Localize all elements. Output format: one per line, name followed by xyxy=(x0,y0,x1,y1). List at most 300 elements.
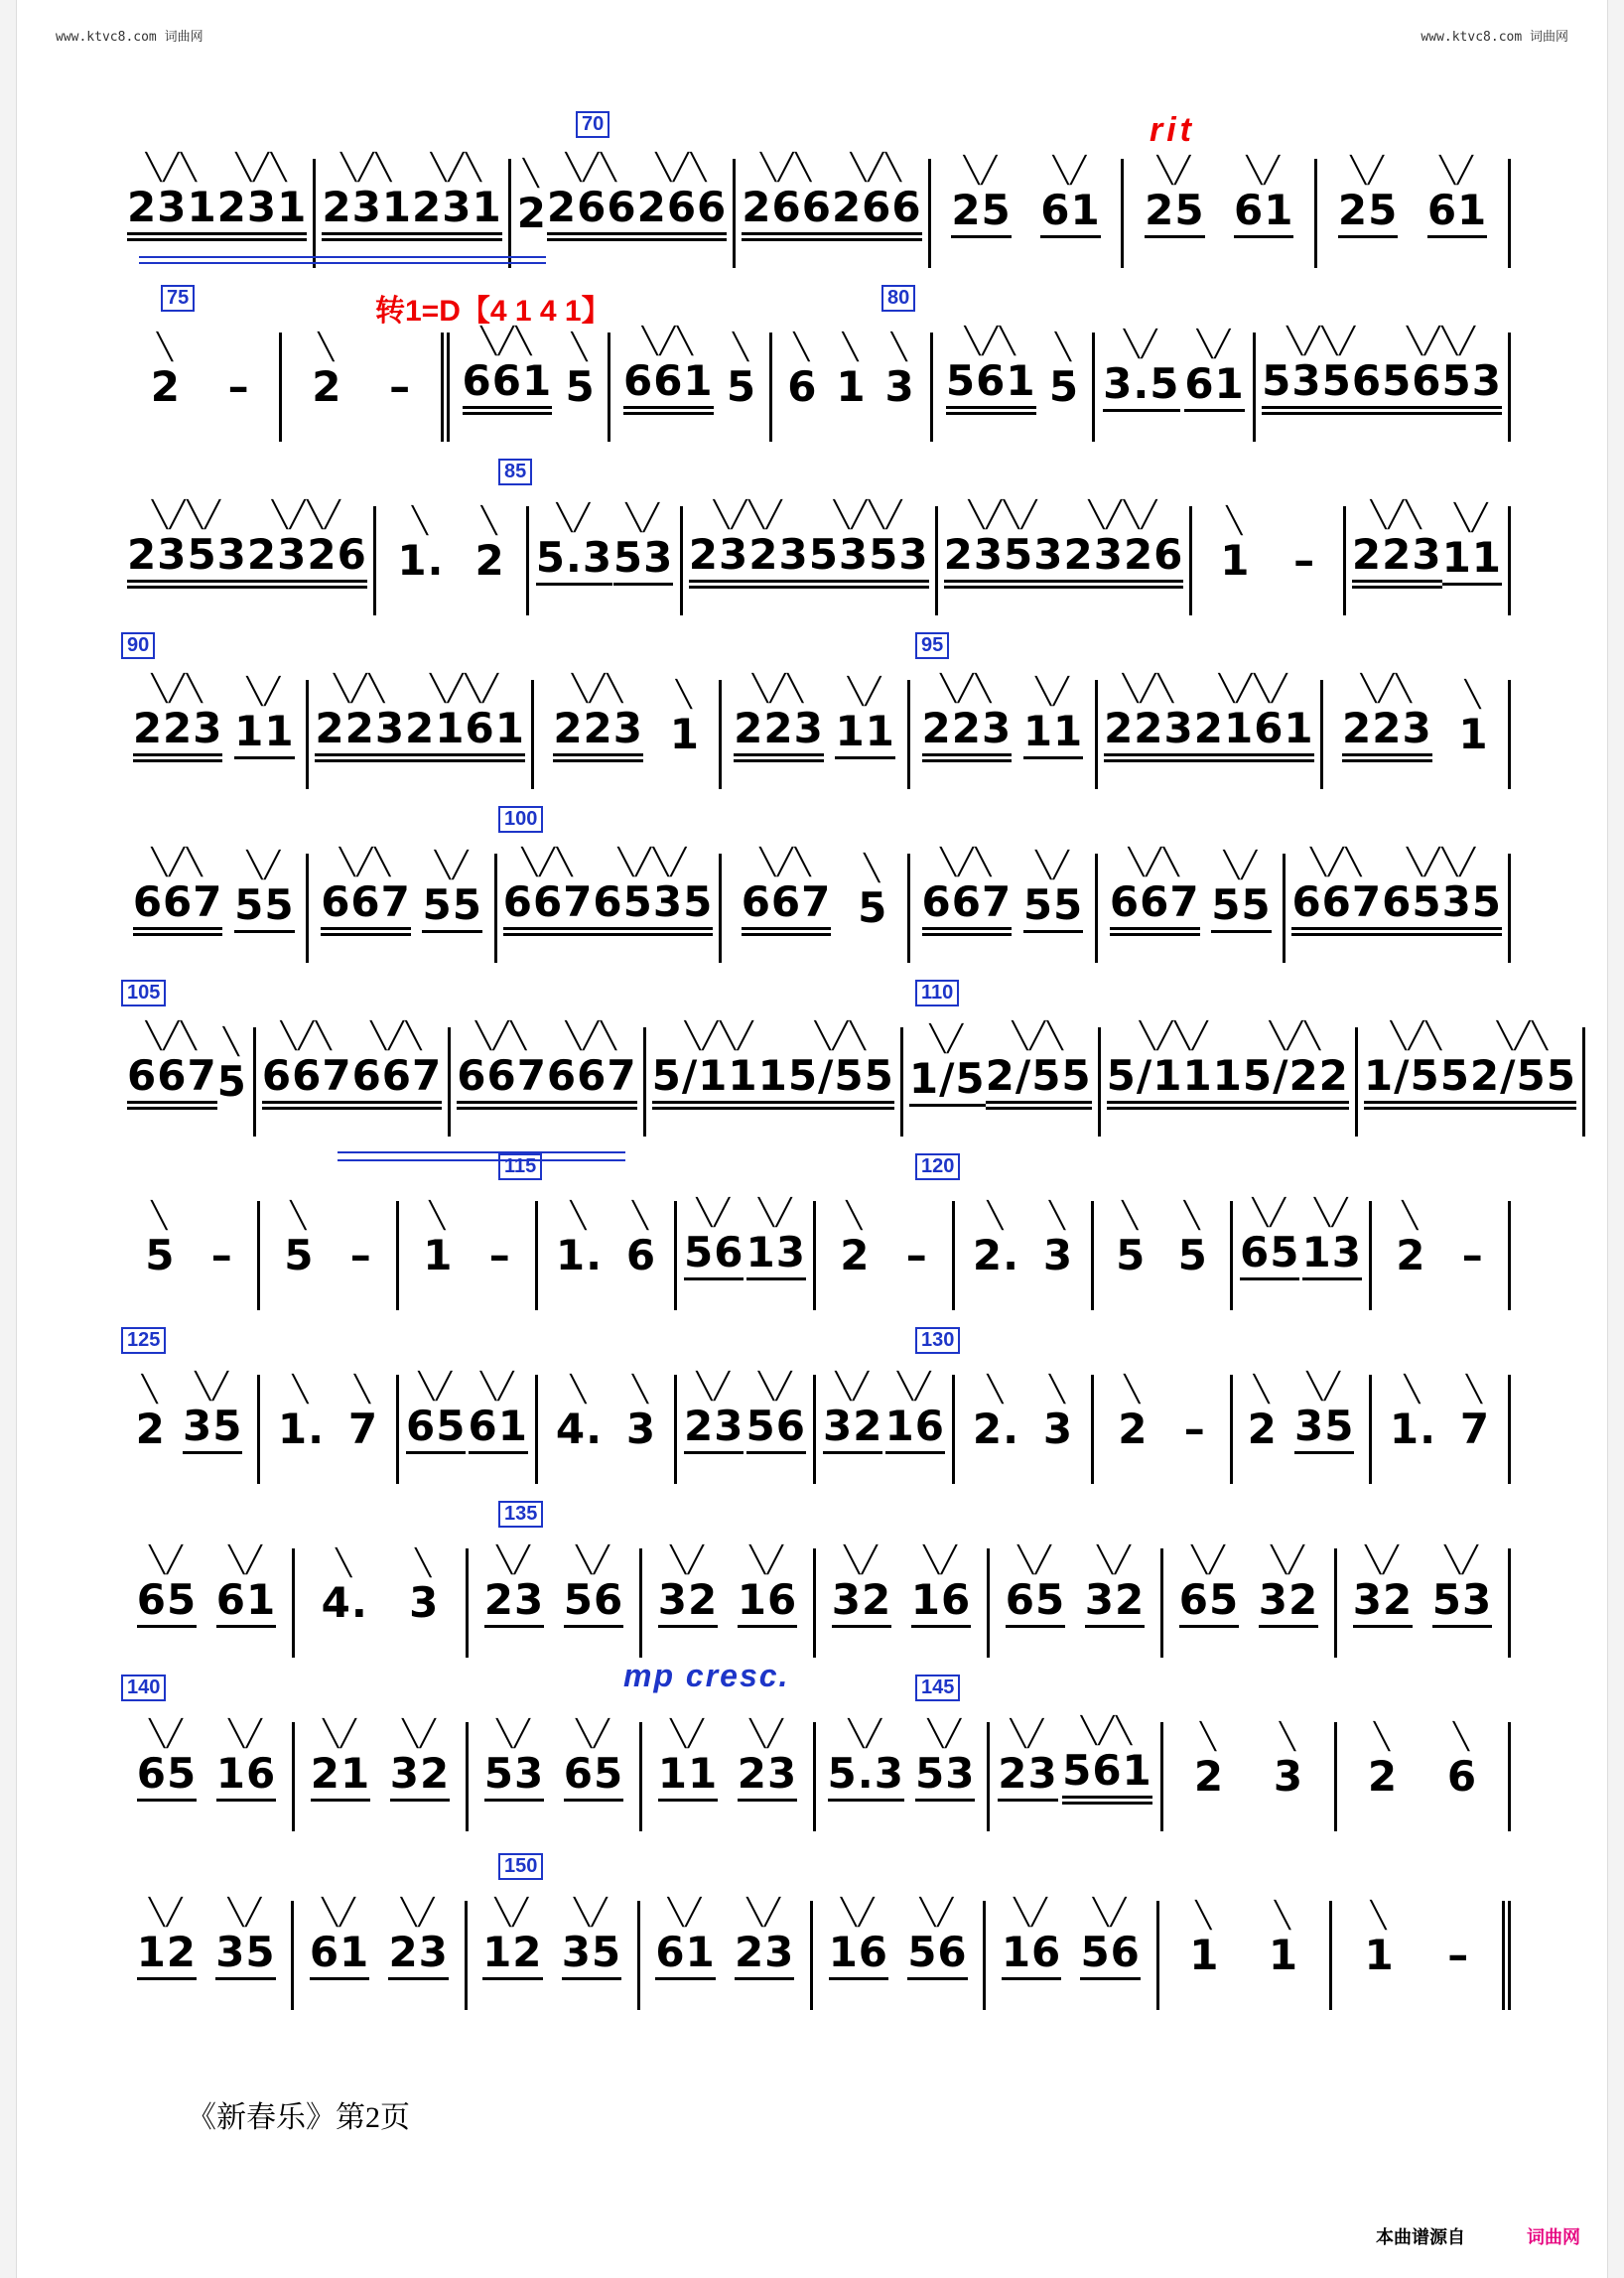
beam-line xyxy=(1291,933,1382,936)
bowing-marks: ╲╱ xyxy=(758,1197,794,1227)
beam-line xyxy=(352,1107,443,1110)
bowing-marks: ╲╱ xyxy=(696,1197,732,1227)
note-digits: 35 xyxy=(215,1928,276,1976)
beam-line xyxy=(735,1977,794,1980)
note-digits: 65 xyxy=(1178,1575,1240,1624)
bowing-marks: ╲ xyxy=(1200,1721,1218,1751)
measure xyxy=(469,1718,642,1831)
measure xyxy=(316,152,510,268)
beam-line xyxy=(738,1625,797,1628)
bowing-marks: ╲ xyxy=(1402,1200,1421,1230)
note-group xyxy=(1240,1197,1300,1280)
beam-line xyxy=(1062,1796,1152,1799)
note-group xyxy=(145,1200,176,1279)
measure xyxy=(309,673,534,789)
note-digits: 23 xyxy=(737,1749,798,1798)
beam-line xyxy=(1342,759,1432,762)
beam-line xyxy=(469,1451,528,1454)
bowing-marks: ╲╱╲╱ xyxy=(1407,847,1477,876)
note-digits: 223 xyxy=(1104,704,1194,752)
measure-row xyxy=(121,499,1511,615)
note-digits: 223 xyxy=(315,704,406,752)
beam-line xyxy=(689,586,809,589)
measure-number: 130 xyxy=(915,1327,960,1354)
beam-line xyxy=(127,238,217,241)
note-digits: 11 xyxy=(1022,707,1084,755)
beam-line xyxy=(127,232,217,235)
bowing-marks: ╲╱╲ xyxy=(814,1020,868,1050)
beam-line xyxy=(637,232,728,235)
bowing-marks: ╲ xyxy=(632,1374,650,1404)
note-digits: 5653 xyxy=(1382,356,1502,405)
bowing-marks: ╲ xyxy=(846,1200,865,1230)
beam-line xyxy=(832,232,922,235)
bowing-marks: ╲╱╲ xyxy=(370,1020,424,1050)
note-group xyxy=(657,1544,719,1628)
note-group xyxy=(1109,847,1200,936)
measure-number: 145 xyxy=(915,1675,960,1701)
beam-line xyxy=(1104,759,1194,762)
beam-line xyxy=(234,756,294,759)
beam-line xyxy=(828,1799,904,1802)
note-group xyxy=(215,1544,277,1628)
note-group xyxy=(215,1718,277,1802)
measure xyxy=(1332,1901,1511,2010)
bowing-marks: ╲╱ xyxy=(1196,329,1233,358)
note-digits: 61 xyxy=(1234,186,1294,234)
header-right-site: www.ktvc8.com 词曲网 xyxy=(1421,30,1568,45)
bowing-marks: ╲╱╲ xyxy=(1360,673,1414,703)
beam-line xyxy=(593,933,713,936)
beam-line xyxy=(1291,927,1382,930)
beam-line xyxy=(1364,1101,1470,1104)
measure-row xyxy=(121,847,1511,963)
bowing-marks: ╲╱╲ xyxy=(151,847,204,876)
note-digits: 2 xyxy=(135,1405,166,1453)
measure xyxy=(309,847,496,963)
beam-line xyxy=(922,927,1013,930)
note-digits: 661 xyxy=(462,356,553,405)
note-digits: 23 xyxy=(684,1402,744,1450)
note-group xyxy=(1104,673,1194,762)
note-digits: 2 xyxy=(1247,1405,1278,1453)
note-digits: 32 xyxy=(1258,1575,1319,1624)
note-digits: 2323 xyxy=(688,530,809,579)
measure xyxy=(121,152,316,268)
measure-row xyxy=(121,152,1511,268)
bowing-marks: ╲╱ xyxy=(1439,155,1475,185)
beam-line xyxy=(1107,1101,1243,1104)
measure xyxy=(772,333,933,442)
note-digits: 55 xyxy=(1022,880,1084,929)
measure xyxy=(121,333,282,442)
beam-line xyxy=(315,759,405,762)
note-digits: 266 xyxy=(546,183,637,231)
note-group xyxy=(135,1374,166,1453)
beam-line xyxy=(742,927,832,930)
beam-line xyxy=(310,1977,369,1980)
bowing-marks: ╲ xyxy=(318,332,337,361)
measure xyxy=(538,1201,677,1310)
note-digits: 223 xyxy=(921,704,1013,752)
beam-line xyxy=(835,756,894,759)
beam-line xyxy=(1262,406,1382,409)
bowing-marks: ╲╱ xyxy=(897,1371,933,1401)
beam-line xyxy=(1040,235,1100,238)
bowing-marks: ╲╱╲ xyxy=(655,152,709,182)
note-digits: 3 xyxy=(1042,1231,1074,1279)
bowing-marks: ╲╱ xyxy=(1271,1544,1306,1574)
beam-line xyxy=(1302,1277,1362,1280)
measure-number: 105 xyxy=(121,980,166,1006)
beam-line xyxy=(684,1277,744,1280)
note-digits: 5/55 xyxy=(787,1051,894,1100)
bowing-marks: ╲╱ xyxy=(1306,1371,1342,1401)
measure xyxy=(538,1375,677,1484)
note-group xyxy=(132,673,223,762)
measure xyxy=(451,1020,645,1137)
note-digits: 5.3 xyxy=(827,1749,904,1798)
bowing-marks: ╲╱╲ xyxy=(145,1020,199,1050)
note-group xyxy=(688,499,809,589)
beam-line xyxy=(1382,406,1502,409)
beam-line xyxy=(946,412,1036,415)
bowing-marks: ╲╱ xyxy=(758,1371,794,1401)
note-digits: 53 xyxy=(915,1749,976,1798)
note-digits: 55 xyxy=(234,880,295,929)
measure xyxy=(813,1897,986,2010)
beam-line xyxy=(823,1451,882,1454)
beam-line xyxy=(1194,753,1314,756)
note-group xyxy=(908,1023,986,1107)
score-system xyxy=(121,1676,1511,1831)
beam-line xyxy=(1103,409,1179,412)
note-digits: 32 xyxy=(1084,1575,1146,1624)
note-digits: 5353 xyxy=(808,530,929,579)
note-group xyxy=(1234,155,1294,238)
measure xyxy=(529,502,682,615)
note-group xyxy=(787,332,818,411)
note-group xyxy=(1040,155,1101,238)
bowing-marks: ╲╱╲ xyxy=(475,1020,529,1050)
note-group xyxy=(1193,1721,1225,1801)
note-group xyxy=(905,1231,928,1279)
note-digits: 61 xyxy=(1040,186,1101,234)
note-digits: 1. xyxy=(277,1405,326,1453)
dynamics-mark: mp cresc. xyxy=(623,1658,790,1693)
note-digits: 4. xyxy=(555,1405,604,1453)
measure xyxy=(816,1201,955,1310)
note-group xyxy=(423,1200,454,1279)
beam-line xyxy=(734,759,824,762)
measure xyxy=(376,506,529,615)
measure-row xyxy=(121,1897,1511,2010)
note-digits: 61 xyxy=(655,1928,716,1976)
note-digits: 223 xyxy=(132,704,223,752)
beam-line xyxy=(562,1977,621,1980)
beam-line xyxy=(311,1799,370,1802)
right-border-strip xyxy=(1607,0,1624,2278)
note-digits: 11 xyxy=(657,1749,719,1798)
beam-line xyxy=(809,586,929,589)
beam-line xyxy=(907,1977,967,1980)
note-group xyxy=(1364,1900,1395,1979)
note-group xyxy=(388,1897,449,1980)
measure xyxy=(121,1371,260,1484)
beam-line xyxy=(137,1977,197,1980)
note-digits: 2 xyxy=(516,189,547,237)
beam-line xyxy=(133,933,223,936)
measure xyxy=(1095,329,1256,442)
bowing-marks: ╲╱ xyxy=(667,1897,704,1927)
note-digits: 266 xyxy=(742,183,832,231)
note-group xyxy=(389,362,412,411)
note-group xyxy=(734,1897,795,1980)
note-group xyxy=(910,1544,972,1628)
bowing-marks: ╲╱ xyxy=(401,1897,437,1927)
bowing-marks: ╲╱╲ xyxy=(1370,499,1423,529)
bowing-marks: ╲╱╲ xyxy=(940,847,994,876)
measure xyxy=(1337,1544,1511,1658)
beam-line xyxy=(922,753,1013,756)
beam-line xyxy=(564,1625,623,1628)
note-group xyxy=(321,1547,368,1627)
note-group xyxy=(742,152,832,241)
measure xyxy=(646,1020,903,1137)
beam-line xyxy=(536,583,612,586)
note-group xyxy=(565,332,596,411)
note-digits: 16 xyxy=(884,1402,945,1450)
note-group xyxy=(310,1718,371,1802)
measure xyxy=(910,847,1098,963)
measure xyxy=(256,1020,451,1137)
note-group xyxy=(1220,505,1251,585)
bowing-marks: ╲╱ xyxy=(1454,502,1490,532)
bowing-marks: ╲ xyxy=(733,332,750,361)
note-group xyxy=(136,1544,198,1628)
beam-line xyxy=(137,1625,197,1628)
beam-line xyxy=(922,759,1013,762)
beam-line xyxy=(652,1101,788,1104)
beam-line xyxy=(1104,753,1194,756)
bowing-marks: ╲ xyxy=(570,1200,589,1230)
bowing-marks: ╲╱ xyxy=(835,1371,871,1401)
beam-line xyxy=(1064,586,1184,589)
score-system xyxy=(121,1329,1511,1484)
beam-line xyxy=(911,1625,971,1628)
beam-line xyxy=(463,406,553,409)
measure xyxy=(121,1897,294,2010)
beam-line xyxy=(321,933,411,936)
note-group xyxy=(1426,155,1488,238)
bowing-marks: ╲╱ xyxy=(1035,676,1071,706)
score-system xyxy=(121,1503,1511,1658)
beam-line xyxy=(1342,753,1432,756)
note-digits: 667 xyxy=(502,877,594,926)
note-digits: 667 xyxy=(457,1051,547,1100)
bowing-marks: ╲╱ xyxy=(480,1371,516,1401)
note-digits: 1 xyxy=(1189,1931,1220,1979)
bowing-marks: ╲╱ xyxy=(435,850,471,879)
note-digits: – xyxy=(1447,1931,1470,1979)
note-digits: 661 xyxy=(622,356,714,405)
bowing-marks: ╲╱╲ xyxy=(850,152,903,182)
note-group xyxy=(406,1371,467,1454)
note-digits: 223 xyxy=(1342,704,1432,752)
note-digits: 1 xyxy=(1364,1931,1395,1979)
bowing-marks: ╲╱ xyxy=(228,1718,264,1748)
score-system xyxy=(121,1155,1511,1310)
measure xyxy=(642,1544,816,1658)
note-group xyxy=(234,850,295,933)
note-digits: 25 xyxy=(1337,186,1399,234)
measure-number: 115 xyxy=(498,1153,542,1180)
note-group xyxy=(1184,1407,1206,1451)
measure-number: 75 xyxy=(161,285,195,312)
note-group xyxy=(745,1371,806,1454)
note-group xyxy=(1042,1374,1074,1453)
beam-line xyxy=(885,1451,945,1454)
note-digits: 2. xyxy=(972,1405,1020,1453)
beam-line xyxy=(946,406,1036,409)
bowing-marks: ╲╱ xyxy=(919,1897,956,1927)
bowing-marks: ╲ xyxy=(864,853,882,882)
note-group xyxy=(1103,329,1180,412)
bowing-marks: ╲╱ xyxy=(494,1897,530,1927)
note-digits: – xyxy=(1293,536,1316,585)
beam-line xyxy=(217,232,308,235)
note-group xyxy=(684,1371,744,1454)
measure xyxy=(1323,673,1511,789)
note-group xyxy=(787,1020,894,1110)
measure xyxy=(990,1715,1163,1831)
note-digits: – xyxy=(349,1231,372,1279)
beam-line xyxy=(482,1977,542,1980)
note-group xyxy=(657,1718,719,1802)
note-digits: 6535 xyxy=(593,877,714,926)
beam-line xyxy=(234,930,294,933)
note-group xyxy=(1106,1020,1243,1110)
note-group xyxy=(488,1231,511,1279)
measure-number: 70 xyxy=(576,111,609,138)
note-digits: 21 xyxy=(310,1749,371,1798)
bowing-marks: ╲ xyxy=(1055,332,1073,361)
note-digits: 55 xyxy=(1211,880,1272,929)
note-group xyxy=(1458,679,1489,758)
beam-line xyxy=(1211,930,1271,933)
measure-number: 90 xyxy=(121,632,155,659)
note-digits: 2 xyxy=(1396,1231,1426,1279)
beam-line xyxy=(1432,1625,1492,1628)
note-group xyxy=(828,1897,889,1980)
bowing-marks: ╲╱╲ xyxy=(280,1020,334,1050)
note-digits: 1 xyxy=(836,362,867,411)
note-group xyxy=(1342,673,1432,762)
bowing-marks: ╲╱╲╱ xyxy=(968,499,1039,529)
note-group xyxy=(321,847,411,936)
beam-line xyxy=(1243,1101,1349,1104)
note-group xyxy=(1461,1231,1484,1279)
beam-line xyxy=(832,238,922,241)
measure xyxy=(121,1718,295,1831)
bowing-marks: ╲╱╲╱ xyxy=(1407,326,1477,355)
note-group xyxy=(483,1544,545,1628)
note-digits: 5/111 xyxy=(1106,1051,1243,1100)
bowing-marks: ╲╱╲╱ xyxy=(713,499,784,529)
measure-row xyxy=(121,673,1511,789)
bowing-marks: ╲╱╲╱ xyxy=(684,1020,755,1050)
note-group xyxy=(462,326,553,415)
note-group xyxy=(468,1371,528,1454)
bowing-marks: ╲╱╲ xyxy=(430,152,483,182)
note-digits: 5/22 xyxy=(1242,1051,1349,1100)
measure-number: 100 xyxy=(498,806,543,833)
note-group xyxy=(972,1374,1020,1453)
note-group xyxy=(684,1197,744,1280)
measure xyxy=(955,1201,1094,1310)
note-group xyxy=(1382,847,1503,936)
bowing-marks: ╲ xyxy=(632,1200,650,1230)
bowing-marks: ╲ xyxy=(1275,1900,1292,1930)
note-group xyxy=(737,1718,798,1802)
note-group xyxy=(261,1020,352,1110)
bowing-marks: ╲ xyxy=(1195,1900,1214,1930)
note-group xyxy=(1431,1544,1493,1628)
bowing-marks: ╲╱╲ xyxy=(760,152,814,182)
bowing-marks: ╲╱╲╱ xyxy=(1088,499,1159,529)
measure-number: 120 xyxy=(915,1153,960,1180)
note-digits: 667 xyxy=(132,877,223,926)
measure xyxy=(986,1897,1158,2010)
note-group xyxy=(347,1374,379,1453)
note-group xyxy=(1301,1197,1362,1280)
bowing-marks: ╲╱ xyxy=(746,1897,782,1927)
note-group xyxy=(745,1197,806,1280)
note-group xyxy=(546,152,637,241)
note-group xyxy=(1001,1897,1062,1980)
note-group xyxy=(1273,1721,1304,1801)
beam-line xyxy=(909,1104,986,1107)
beam-line xyxy=(1382,412,1502,415)
bowing-marks: ╲╱ xyxy=(929,1023,965,1053)
beam-line xyxy=(788,1107,894,1110)
hairpin-line xyxy=(338,1151,625,1153)
note-digits: – xyxy=(1461,1231,1484,1279)
note-digits: 56 xyxy=(684,1228,744,1276)
note-group xyxy=(409,1547,440,1627)
bowing-marks: ╲╱ xyxy=(844,1544,880,1574)
measure-number: 140 xyxy=(121,1675,166,1701)
note-digits: 1/55 xyxy=(1363,1051,1470,1100)
note-digits: 3.5 xyxy=(1103,359,1180,408)
note-group xyxy=(563,1718,624,1802)
note-digits: 16 xyxy=(828,1928,889,1976)
beam-line xyxy=(127,1101,217,1104)
bowing-marks: ╲╱ xyxy=(963,155,1000,185)
bowing-marks: ╲ xyxy=(336,1547,354,1577)
beam-line xyxy=(742,933,832,936)
bowing-marks: ╲╱ xyxy=(246,850,282,879)
note-digits: 16 xyxy=(215,1749,277,1798)
beam-line xyxy=(183,1451,242,1454)
beam-line xyxy=(655,1977,715,1980)
bowing-marks: ╲╱ xyxy=(1097,1544,1133,1574)
bowing-marks: ╲ xyxy=(987,1374,1006,1404)
measure xyxy=(642,1718,816,1831)
beam-line xyxy=(742,238,832,241)
beam-line xyxy=(1338,235,1398,238)
note-group xyxy=(943,499,1064,589)
